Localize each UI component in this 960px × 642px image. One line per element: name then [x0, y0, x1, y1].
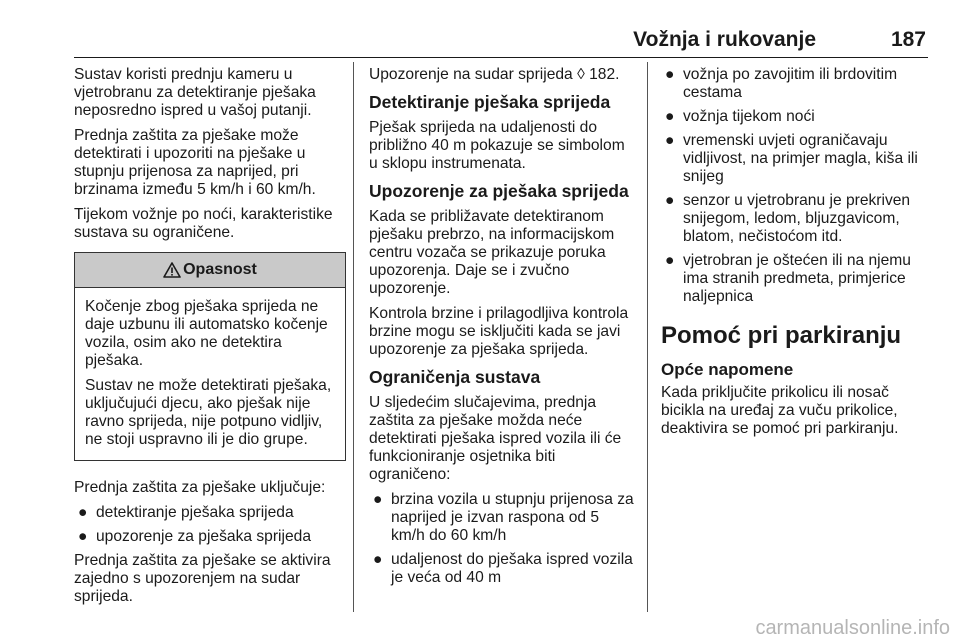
- paragraph: Prednja zaštita za pješake se aktivira zajedno s upozorenjem na sudar sprijeda.: [74, 552, 331, 605]
- list-item: ● senzor u vjetrobranu je prekriven snijegom, ledom, bljuzgavicom, blatom, nečistoćom itd.: [665, 192, 911, 245]
- danger-box: [74, 252, 346, 461]
- chapter-section-heading: Pomoć pri parkiranju: [661, 322, 902, 349]
- list-item: ● udaljenost do pješaka ispred vozila je veća od 40 m: [373, 551, 633, 586]
- paragraph: Kočenje zbog pješaka sprijeda ne daje uzbunu ili automatsko kočenje vozila, osim ako ne detektira pješaka.: [85, 298, 328, 369]
- section-heading: Upozorenje za pješaka sprijeda: [369, 181, 629, 201]
- paragraph: Prednja zaštita za pješake uključuje:: [74, 479, 326, 496]
- column-middle: [369, 66, 635, 593]
- bullet-icon: ●: [373, 491, 383, 508]
- bullet-list: [661, 66, 931, 306]
- list-item: ● vožnja po zavojitim ili brdovitim cestama: [665, 66, 898, 101]
- bullet-icon: ●: [78, 528, 88, 545]
- list-item: ● detektiranje pješaka sprijeda: [78, 504, 294, 521]
- paragraph: Kontrola brzine i prilagodljiva kontrola brzine mogu se isključiti kada se javi upozorenje za pješaka sprijeda.: [369, 305, 629, 358]
- section-heading: Detektiranje pješaka sprijeda: [369, 92, 611, 112]
- page-number: 187: [890, 28, 926, 51]
- watermark: carmanualsonline.info: [755, 617, 950, 639]
- paragraph: Kada priključite prikolicu ili nosač bicikla na uređaj za vuču prikolice, deaktivira se pomoć pri parkiranju.: [661, 384, 899, 437]
- column-right: [661, 66, 931, 445]
- list-item: ● vjetrobran je oštećen ili na njemu ima stranih predmeta, primjerice naljepnica: [665, 252, 911, 305]
- list-item: ● brzina vozila u stupnju prijenosa za naprijed je izvan raspona od 5 km/h do 60 km/h: [373, 491, 634, 544]
- bullet-icon: ●: [373, 551, 383, 568]
- paragraph: Sustav ne može detektirati pješaka, uključujući djecu, ako pješak nije ravno sprijeda, nije potpuno vidljiv, ne stoji uspravno ili je dio grupe.: [85, 377, 332, 448]
- subsection-heading: Opće napomene: [661, 360, 794, 379]
- reference-arrow-icon: ◊: [577, 66, 585, 83]
- list-item: ● upozorenje za pješaka sprijeda: [78, 528, 311, 545]
- section-heading: Ograničenja sustava: [369, 367, 541, 387]
- danger-box-body: [75, 288, 345, 460]
- list-item: ● vožnja tijekom noći: [665, 108, 815, 125]
- column-left: [74, 66, 346, 613]
- danger-box-header: [75, 253, 345, 288]
- paragraph: Pješak sprijeda na udaljenosti do približno 40 m pokazuje se simbolom u sklopu instrumenata.: [369, 119, 625, 172]
- cross-reference[interactable]: Upozorenje na sudar sprijeda ◊ 182.: [369, 66, 620, 83]
- bullet-icon: ●: [665, 252, 675, 269]
- paragraph: Prednja zaštita za pješake može detektirati i upozoriti na pješake u stupnju prijenosa za naprijed, pri brzinama između 5 km/h i 60 km/h.: [74, 127, 316, 198]
- paragraph: U sljedećim slučajevima, prednja zaštita za pješake možda neće detektirati pješaka ispred vozila ili će funkcioniranje osjetnika biti ograničeno:: [369, 394, 622, 483]
- bullet-list: [74, 504, 346, 546]
- paragraph: Kada se približavate detektiranom pješaku prebrzo, na informacijskom centru vozača se prikazuje poruka upozorenja. Daje se i zvučno upozorenje.: [369, 208, 615, 297]
- chapter-title: Vožnja i rukovanje: [633, 28, 816, 51]
- column-divider: [647, 62, 648, 612]
- warning-triangle-icon: [163, 262, 181, 278]
- danger-box-title: Opasnost: [183, 261, 257, 278]
- paragraph: Sustav koristi prednju kameru u vjetrobranu za detektiranje pješaka neposredno ispred u vašoj putanji.: [74, 66, 316, 119]
- bullet-list: [369, 491, 635, 587]
- bullet-icon: ●: [665, 132, 675, 149]
- bullet-icon: ●: [665, 66, 675, 83]
- bullet-icon: ●: [665, 192, 675, 209]
- bullet-icon: ●: [78, 504, 88, 521]
- page-header: [74, 22, 928, 58]
- bullet-icon: ●: [665, 108, 675, 125]
- paragraph: Tijekom vožnje po noći, karakteristike sustava su ograničene.: [74, 206, 333, 241]
- column-divider: [353, 62, 354, 612]
- list-item: ● vremenski uvjeti ograničavaju vidljivost, na primjer magla, kiša ili snijeg: [665, 132, 918, 185]
- reference-page: 182.: [589, 66, 620, 83]
